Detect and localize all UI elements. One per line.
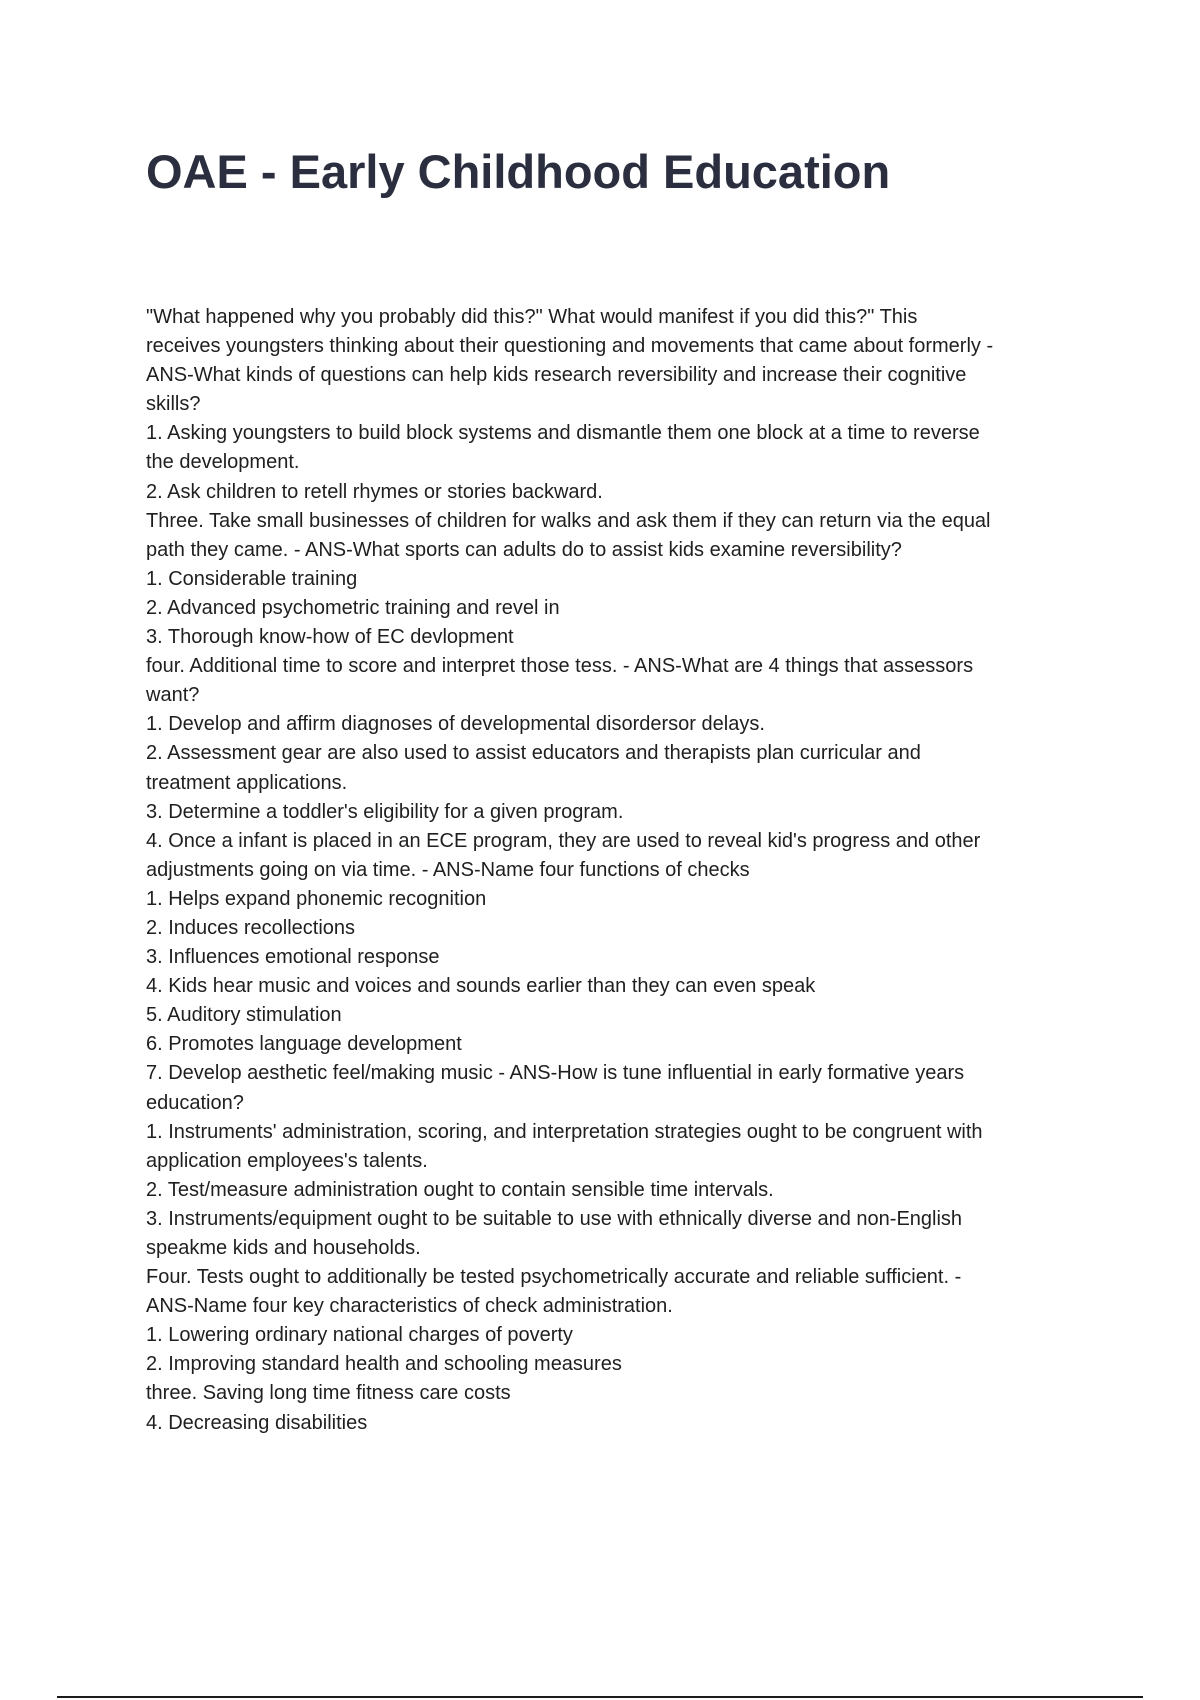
body-line: 4. Decreasing disabilities xyxy=(146,1411,368,1434)
body-line: 3. Instruments/equipment ought to be suitable to use with ethnically diverse and non-English xyxy=(146,1207,963,1230)
body-line: 1. Helps expand phonemic recognition xyxy=(146,887,487,910)
body-line: receives youngsters thinking about their questioning and movements that came about formerly - xyxy=(146,335,994,358)
body-line: 5. Auditory stimulation xyxy=(146,1004,342,1027)
body-line: 2. Advanced psychometric training and revel in xyxy=(146,596,560,619)
body-line: 1. Asking youngsters to build block systems and dismantle them one block at a time to reverse xyxy=(146,422,980,445)
body-line: 6. Promotes language development xyxy=(146,1033,462,1056)
document-body xyxy=(146,303,1096,1438)
body-line: treatment applications. xyxy=(146,771,348,794)
body-line: 7. Develop aesthetic feel/making music - ANS-How is tune influential in early formative years xyxy=(146,1062,965,1085)
body-line: Three. Take small businesses of children for walks and ask them if they can return via the equal xyxy=(146,509,991,532)
body-line: 3. Determine a toddler's eligibility for a given program. xyxy=(146,800,624,823)
body-line: adjustments going on via time. - ANS-Name four functions of checks xyxy=(146,858,750,881)
body-line: 3. Influences emotional response xyxy=(146,946,440,969)
body-line: 2. Assessment gear are also used to assist educators and therapists plan curricular and xyxy=(146,742,921,765)
body-line: skills? xyxy=(146,393,201,416)
body-line: education? xyxy=(146,1091,244,1114)
body-line: 1. Considerable training xyxy=(146,567,358,590)
body-line: ANS-What kinds of questions can help kids research reversibility and increase their cognitive xyxy=(146,364,967,387)
body-line: 2. Test/measure administration ought to contain sensible time intervals. xyxy=(146,1178,774,1201)
body-line: ANS-Name four key characteristics of check administration. xyxy=(146,1295,673,1318)
body-line: 4. Once a infant is placed in an ECE program, they are used to reveal kid's progress and other xyxy=(146,829,981,852)
body-line: 2. Induces recollections xyxy=(146,916,356,939)
footer-divider xyxy=(57,1696,1143,1698)
body-line: 2. Ask children to retell rhymes or stories backward. xyxy=(146,480,603,503)
body-line: application employees's talents. xyxy=(146,1149,428,1172)
body-line: 1. Develop and affirm diagnoses of developmental disordersor delays. xyxy=(146,713,765,736)
body-line: 3. Thorough know-how of EC devlopment xyxy=(146,626,514,649)
body-line: Four. Tests ought to additionally be tested psychometrically accurate and reliable sufficient. - xyxy=(146,1266,962,1289)
body-line: want? xyxy=(146,684,200,707)
body-line: speakme kids and households. xyxy=(146,1237,421,1259)
body-line: path they came. - ANS-What sports can adults do to assist kids examine reversibility? xyxy=(146,538,902,561)
body-line: 2. Improving standard health and schooling measures xyxy=(146,1353,622,1376)
body-line: 4. Kids hear music and voices and sounds earlier than they can even speak xyxy=(146,975,816,998)
body-line: "What happened why you probably did this?" What would manifest if you did this?" This xyxy=(146,306,918,328)
body-line: 1. Lowering ordinary national charges of poverty xyxy=(146,1324,573,1347)
body-line: four. Additional time to score and interpret those tess. - ANS-What are 4 things that assessors xyxy=(146,655,974,678)
page-title: OAE - Early Childhood Education xyxy=(146,145,891,198)
body-line: the development. xyxy=(146,451,300,474)
body-line: three. Saving long time fitness care costs xyxy=(146,1382,511,1405)
body-line: 1. Instruments' administration, scoring, and interpretation strategies ought to be congruent with xyxy=(146,1120,983,1143)
